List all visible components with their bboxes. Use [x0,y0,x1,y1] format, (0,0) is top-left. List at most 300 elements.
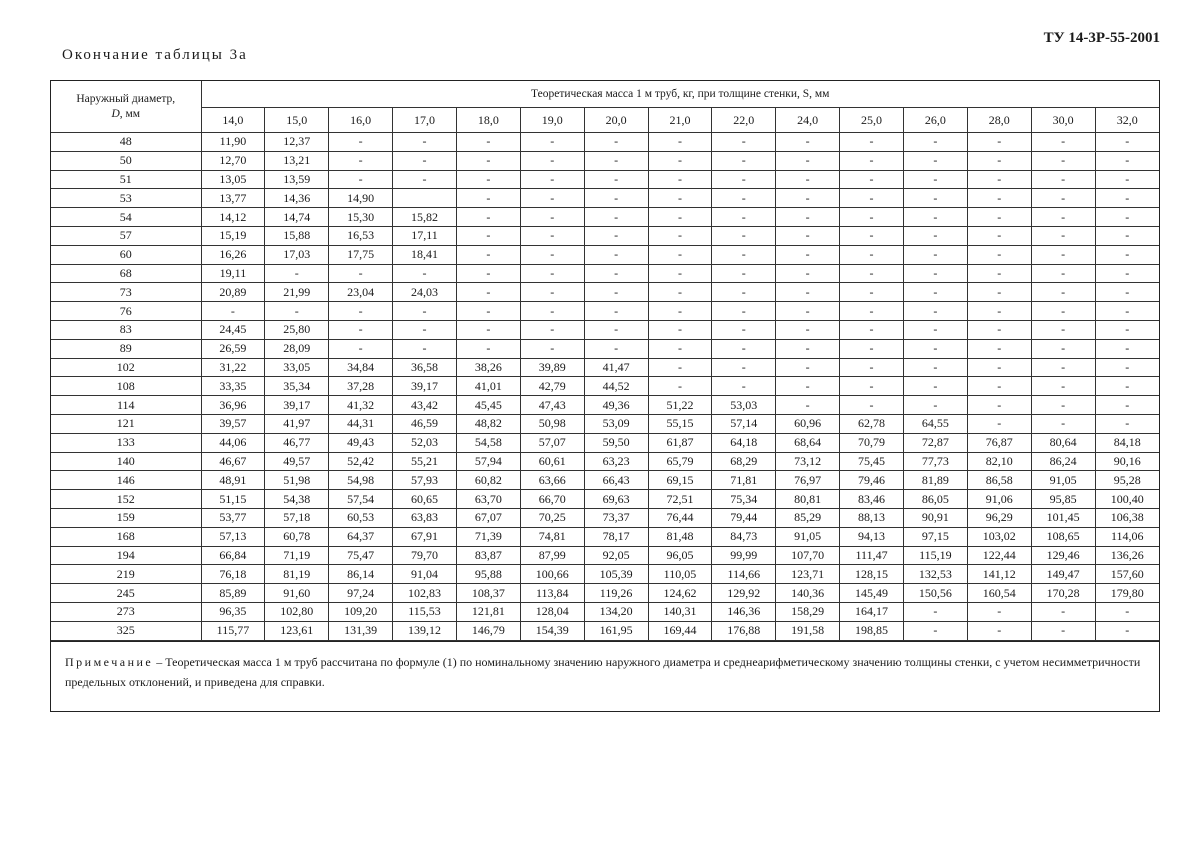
mass-cell: 39,89 [520,358,584,377]
mass-cell: - [201,302,265,321]
mass-cell: 71,81 [712,471,776,490]
mass-cell: 97,24 [329,584,393,603]
diameter-symbol: D [111,107,120,120]
mass-cell: 83,46 [840,490,904,509]
mass-cell: 145,49 [840,584,904,603]
mass-cell: - [967,396,1031,415]
mass-cell: 41,47 [584,358,648,377]
mass-cell: 73,37 [584,508,648,527]
mass-cell: - [648,358,712,377]
mass-cell: - [520,339,584,358]
mass-cell: 70,25 [520,508,584,527]
mass-cell: 47,43 [520,396,584,415]
mass-cell: - [1095,283,1159,302]
mass-cell: 17,75 [329,245,393,264]
mass-cell: - [1031,377,1095,396]
mass-cell: - [903,358,967,377]
thickness-header: 21,0 [648,108,712,133]
mass-cell: - [456,339,520,358]
diameter-cell: 146 [51,471,201,490]
thickness-group-header: Теоретическая масса 1 м труб, кг, при толщине стенки, S, мм [201,81,1159,108]
mass-cell: - [329,264,393,283]
mass-cell: - [265,264,329,283]
mass-cell: 90,91 [903,508,967,527]
table-row [51,621,1159,640]
mass-cell: - [776,208,840,227]
mass-cell: 31,22 [201,358,265,377]
mass-cell: 102,80 [265,602,329,621]
mass-cell: - [776,264,840,283]
mass-cell: 83,87 [456,546,520,565]
table-row [51,508,1159,527]
mass-cell: - [712,302,776,321]
diameter-cell: 54 [51,208,201,227]
mass-cell: - [712,358,776,377]
mass-cell: - [329,133,393,152]
mass-cell: 15,82 [393,208,457,227]
mass-cell: 72,51 [648,490,712,509]
mass-cell: 49,57 [265,452,329,471]
mass-cell: 46,59 [393,414,457,433]
mass-cell: 34,84 [329,358,393,377]
mass-cell: 69,63 [584,490,648,509]
mass-cell: 76,44 [648,508,712,527]
mass-cell: - [967,133,1031,152]
mass-cell: - [776,170,840,189]
diameter-cell: 48 [51,133,201,152]
mass-cell: - [393,302,457,321]
diameter-cell: 108 [51,377,201,396]
mass-cell: - [840,245,904,264]
mass-cell: - [967,170,1031,189]
mass-cell: - [648,302,712,321]
table-row [51,170,1159,189]
diameter-cell: 159 [51,508,201,527]
mass-cell: 72,87 [903,433,967,452]
mass-cell: - [903,170,967,189]
mass-cell: - [1095,226,1159,245]
diameter-cell: 102 [51,358,201,377]
mass-cell: 57,93 [393,471,457,490]
mass-cell: - [265,302,329,321]
mass-cell: - [456,264,520,283]
diameter-cell: 83 [51,320,201,339]
mass-cell: 51,22 [648,396,712,415]
mass-cell: - [1031,302,1095,321]
diameter-cell: 273 [51,602,201,621]
mass-cell: 86,58 [967,471,1031,490]
mass-cell: - [840,320,904,339]
diameter-cell: 114 [51,396,201,415]
mass-cell: - [776,320,840,339]
mass-cell: - [1031,151,1095,170]
mass-cell: - [584,283,648,302]
mass-cell: 122,44 [967,546,1031,565]
mass-cell: 73,12 [776,452,840,471]
mass-cell: - [1095,358,1159,377]
mass-cell: - [840,283,904,302]
mass-cell: 95,28 [1095,471,1159,490]
mass-cell: 13,59 [265,170,329,189]
mass-cell: - [967,226,1031,245]
table-row [51,339,1159,358]
mass-cell: 55,15 [648,414,712,433]
mass-cell: - [712,377,776,396]
mass-cell: - [584,151,648,170]
table-row [51,189,1159,208]
mass-cell: - [1031,189,1095,208]
document-code: ТУ 14-3Р-55-2001 [1043,30,1160,46]
mass-cell: 57,07 [520,433,584,452]
diameter-cell: 121 [51,414,201,433]
thickness-header: 20,0 [584,108,648,133]
mass-cell: 44,52 [584,377,648,396]
mass-cell: - [1031,414,1095,433]
mass-cell: 119,26 [584,584,648,603]
mass-cell: 52,03 [393,433,457,452]
mass-cell: 82,10 [967,452,1031,471]
mass-cell: - [967,320,1031,339]
table-caption: Окончание таблицы 3а [62,47,248,63]
mass-cell: - [1031,320,1095,339]
mass-cell: - [840,264,904,283]
mass-cell: - [648,283,712,302]
mass-cell: 13,05 [201,170,265,189]
diameter-column-header [51,81,201,133]
mass-cell: - [1031,283,1095,302]
mass-cell: 36,96 [201,396,265,415]
diameter-cell: 89 [51,339,201,358]
mass-cell: - [1095,302,1159,321]
mass-cell: 170,28 [1031,584,1095,603]
diameter-header-label: Наружный диаметр, [76,92,176,105]
mass-cell: 123,71 [776,565,840,584]
mass-cell: 52,42 [329,452,393,471]
mass-cell: - [1031,358,1095,377]
mass-cell: 149,47 [1031,565,1095,584]
mass-cell: - [776,189,840,208]
mass-cell: - [648,208,712,227]
mass-cell: - [903,621,967,640]
mass-cell: 124,62 [648,584,712,603]
mass-cell: 57,54 [329,490,393,509]
thickness-header: 25,0 [840,108,904,133]
mass-cell: - [520,226,584,245]
mass-cell: - [648,245,712,264]
mass-cell: 57,14 [712,414,776,433]
mass-cell: - [712,133,776,152]
mass-cell: 51,98 [265,471,329,490]
mass-cell: - [456,208,520,227]
mass-cell: - [456,133,520,152]
mass-cell: 92,05 [584,546,648,565]
mass-cell: 42,79 [520,377,584,396]
mass-cell: - [456,320,520,339]
diameter-cell: 325 [51,621,201,640]
table-row [51,546,1159,565]
mass-cell: 121,81 [456,602,520,621]
table-row [51,320,1159,339]
mass-cell: - [776,133,840,152]
mass-cell: 101,45 [1031,508,1095,527]
mass-cell: 85,89 [201,584,265,603]
mass-cell: - [776,302,840,321]
mass-cell: 15,19 [201,226,265,245]
diameter-cell: 194 [51,546,201,565]
mass-cell: 96,05 [648,546,712,565]
mass-cell: 115,19 [903,546,967,565]
table-body [51,133,1159,641]
mass-cell: 44,06 [201,433,265,452]
mass-cell: 157,60 [1095,565,1159,584]
mass-cell: 91,05 [776,527,840,546]
mass-cell: 79,70 [393,546,457,565]
mass-cell: 54,58 [456,433,520,452]
mass-cell: - [393,151,457,170]
mass-cell: - [967,358,1031,377]
mass-cell: - [967,264,1031,283]
mass-cell: 75,45 [840,452,904,471]
mass-cell: 161,95 [584,621,648,640]
mass-cell: 140,36 [776,584,840,603]
mass-cell: - [712,339,776,358]
thickness-header: 15,0 [265,108,329,133]
table-row [51,584,1159,603]
mass-cell: 129,92 [712,584,776,603]
thickness-header: 14,0 [201,108,265,133]
mass-cell: 54,38 [265,490,329,509]
mass-cell: - [1031,133,1095,152]
mass-cell: 84,73 [712,527,776,546]
mass-cell: 100,66 [520,565,584,584]
thickness-header: 32,0 [1095,108,1159,133]
mass-cell: - [1095,320,1159,339]
note-label: Примечание [65,654,154,669]
mass-cell: - [648,170,712,189]
mass-cell: 86,05 [903,490,967,509]
diameter-cell: 73 [51,283,201,302]
mass-cell: - [712,283,776,302]
mass-cell: - [967,189,1031,208]
mass-cell: - [584,264,648,283]
mass-cell: - [456,245,520,264]
mass-cell: 103,02 [967,527,1031,546]
diameter-cell: 60 [51,245,201,264]
mass-cell: 110,05 [648,565,712,584]
mass-cell: 41,01 [456,377,520,396]
mass-cell: 25,80 [265,320,329,339]
diameter-cell: 168 [51,527,201,546]
mass-cell: 49,43 [329,433,393,452]
mass-cell: - [1095,339,1159,358]
mass-cell: 66,84 [201,546,265,565]
mass-cell: 97,15 [903,527,967,546]
mass-cell: - [903,151,967,170]
mass-cell: 158,29 [776,602,840,621]
mass-cell: 99,99 [712,546,776,565]
mass-cell: 39,17 [393,377,457,396]
mass-cell: - [967,302,1031,321]
mass-cell: - [393,339,457,358]
mass-cell: 48,82 [456,414,520,433]
mass-cell: 113,84 [520,584,584,603]
mass-cell: 198,85 [840,621,904,640]
mass-cell: - [584,133,648,152]
mass-cell: 160,54 [967,584,1031,603]
mass-cell: - [776,226,840,245]
mass-cell: - [329,320,393,339]
mass-cell: - [584,226,648,245]
mass-cell: 96,35 [201,602,265,621]
mass-cell: 38,26 [456,358,520,377]
mass-cell: - [903,320,967,339]
table-row [51,490,1159,509]
thickness-header: 30,0 [1031,108,1095,133]
diameter-cell: 50 [51,151,201,170]
table-row [51,358,1159,377]
mass-cell: 87,99 [520,546,584,565]
mass-cell: - [456,170,520,189]
mass-cell: 139,12 [393,621,457,640]
mass-cell: - [712,264,776,283]
mass-cell: 15,88 [265,226,329,245]
mass-cell: 64,18 [712,433,776,452]
mass-cell: 63,83 [393,508,457,527]
mass-cell: 64,37 [329,527,393,546]
mass-cell: 26,59 [201,339,265,358]
table-row [51,377,1159,396]
mass-cell: 179,80 [1095,584,1159,603]
note-text: – Теоретическая масса 1 м труб рассчитана по формуле (1) по номинальному значению наружного диаметра и среднеарифметическому значению толщины стенки, с учетом несимметричности предельных отклонений, и приведена для справки. [65,654,1141,689]
mass-cell: 54,98 [329,471,393,490]
mass-cell: - [1095,208,1159,227]
mass-cell: 79,44 [712,508,776,527]
diameter-cell: 76 [51,302,201,321]
mass-cell: - [329,170,393,189]
mass-cell: 78,17 [584,527,648,546]
mass-cell: 53,77 [201,508,265,527]
mass-cell: 41,32 [329,396,393,415]
mass-cell: - [776,358,840,377]
mass-cell: 63,23 [584,452,648,471]
mass-cell: 49,36 [584,396,648,415]
mass-cell: - [456,226,520,245]
mass-cell: - [393,264,457,283]
mass-cell: - [1095,602,1159,621]
mass-cell: - [1095,414,1159,433]
mass-cell: 140,31 [648,602,712,621]
mass-cell: 18,41 [393,245,457,264]
mass-cell: 70,79 [840,433,904,452]
thickness-header: 16,0 [329,108,393,133]
thickness-header: 26,0 [903,108,967,133]
mass-cell: - [520,245,584,264]
mass-cell: - [1031,170,1095,189]
mass-cell: 80,81 [776,490,840,509]
mass-cell: 91,05 [1031,471,1095,490]
mass-cell: 146,79 [456,621,520,640]
mass-cell: - [1031,245,1095,264]
table-row [51,208,1159,227]
mass-cell: 33,35 [201,377,265,396]
mass-cell: - [712,189,776,208]
mass-cell: 80,64 [1031,433,1095,452]
mass-cell: - [967,377,1031,396]
mass-cell: 24,03 [393,283,457,302]
mass-cell: 55,21 [393,452,457,471]
mass-cell: - [1031,396,1095,415]
mass-cell: - [967,283,1031,302]
mass-cell: 76,18 [201,565,265,584]
mass-cell: - [584,189,648,208]
table-row [51,396,1159,415]
mass-cell: - [903,208,967,227]
thickness-header: 17,0 [393,108,457,133]
mass-cell: 141,12 [967,565,1031,584]
mass-cell: 154,39 [520,621,584,640]
mass-cell: 63,66 [520,471,584,490]
mass-cell: 60,78 [265,527,329,546]
mass-cell: 50,98 [520,414,584,433]
diameter-cell: 51 [51,170,201,189]
table-note [51,641,1159,692]
mass-cell: - [1095,189,1159,208]
thickness-header: 28,0 [967,108,1031,133]
mass-cell: - [840,302,904,321]
mass-cell: - [393,170,457,189]
mass-cell: 91,04 [393,565,457,584]
mass-cell: - [584,245,648,264]
mass-cell: - [648,226,712,245]
mass-cell: 45,45 [456,396,520,415]
mass-cell: 90,16 [1095,452,1159,471]
mass-cell: 75,34 [712,490,776,509]
diameter-cell: 53 [51,189,201,208]
mass-cell: 131,39 [329,621,393,640]
mass-cell: 35,34 [265,377,329,396]
mass-cell: 81,89 [903,471,967,490]
mass-cell: 128,04 [520,602,584,621]
mass-cell: - [456,189,520,208]
table-row [51,283,1159,302]
mass-cell: - [584,339,648,358]
mass-cell: 63,70 [456,490,520,509]
mass-cell: 71,19 [265,546,329,565]
mass-cell: - [840,170,904,189]
mass-cell: 46,67 [201,452,265,471]
mass-cell: 91,06 [967,490,1031,509]
mass-cell: 41,97 [265,414,329,433]
mass-cell: 115,53 [393,602,457,621]
mass-cell: 33,05 [265,358,329,377]
mass-cell: 67,07 [456,508,520,527]
mass-cell: 37,28 [329,377,393,396]
mass-cell: - [584,302,648,321]
mass-cell: - [776,151,840,170]
mass-cell: 85,29 [776,508,840,527]
mass-cell: 16,53 [329,226,393,245]
mass-cell: - [584,320,648,339]
mass-cell: 68,64 [776,433,840,452]
mass-cell: 88,13 [840,508,904,527]
mass-cell: - [648,320,712,339]
mass-cell: 100,40 [1095,490,1159,509]
mass-cell: 15,30 [329,208,393,227]
diameter-cell: 140 [51,452,201,471]
mass-cell: 12,37 [265,133,329,152]
mass-cell: 57,94 [456,452,520,471]
mass-cell: 60,65 [393,490,457,509]
